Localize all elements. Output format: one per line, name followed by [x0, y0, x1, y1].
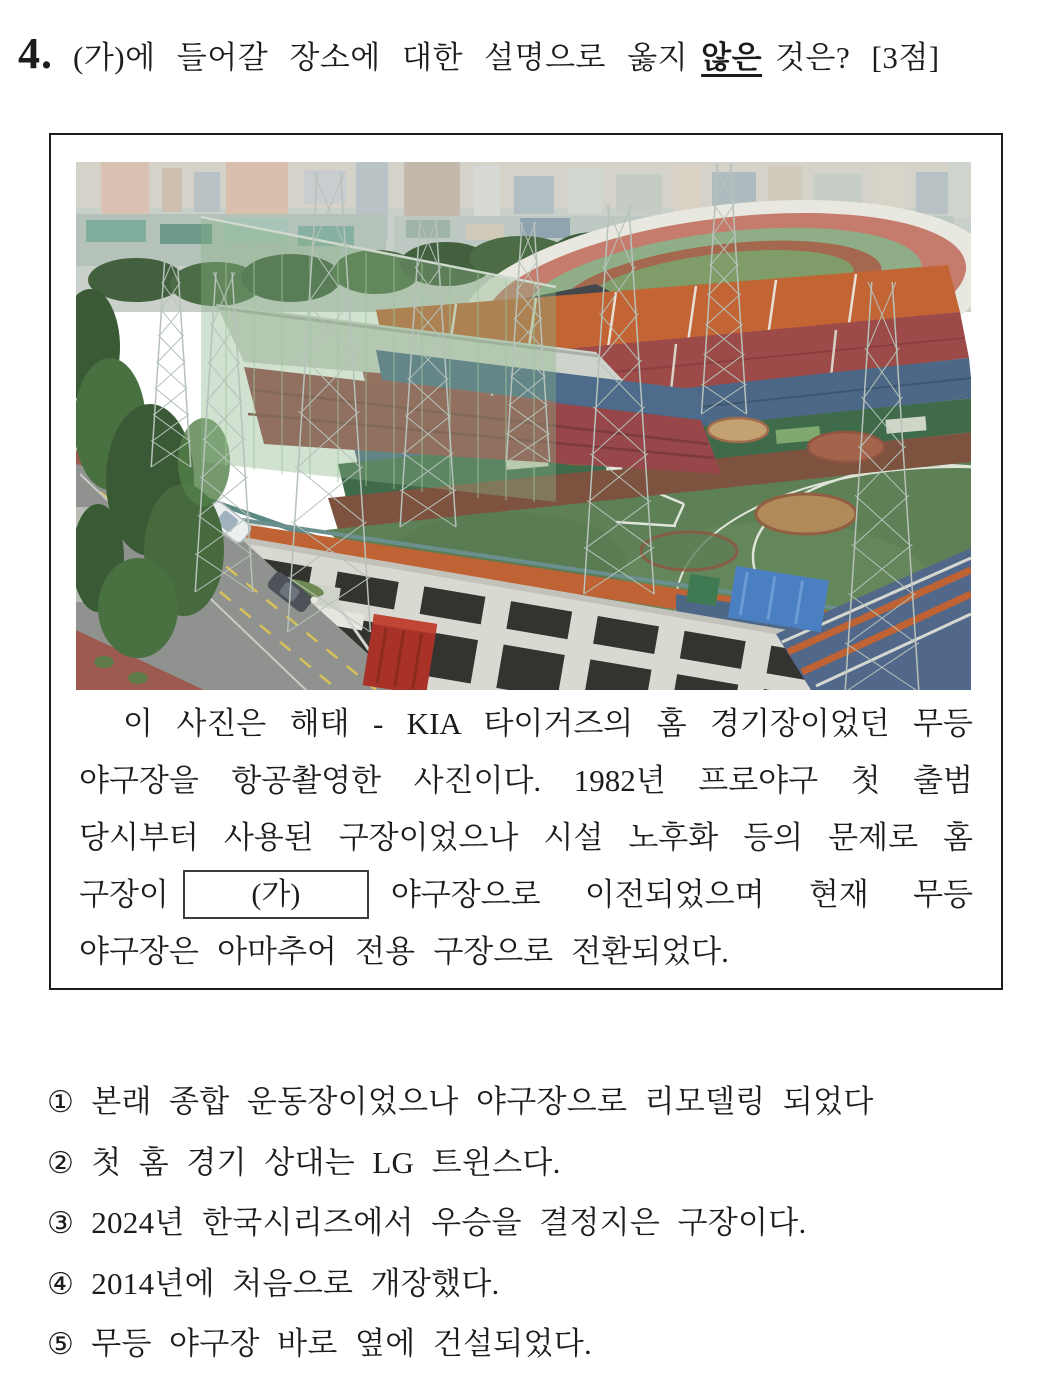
red-container	[363, 614, 437, 690]
choice-2[interactable]	[47, 1133, 1042, 1194]
passage-line-3: 당시부터 사용된 구장이었으나 시설 노후화 등의 문제로 홈	[79, 820, 973, 855]
passage-text	[79, 695, 973, 980]
question-prefix: (가)에 들어갈 장소에 대한 설명으로 옳지	[73, 40, 689, 75]
choice-4-marker: ④	[47, 1266, 75, 1302]
passage-line-2: 야구장을 항공촬영한 사진이다. 1982년 프로야구 첫 출범	[79, 763, 973, 798]
question-line	[18, 28, 1033, 79]
passage-line-1: 이 사진은 해태 - KIA 타이거즈의 홈 경기장이었던 무등	[123, 706, 973, 741]
choice-1-text: 본래 종합 운동장이었으나 야구장으로 리모델링 되었다	[91, 1084, 874, 1119]
choice-2-marker: ②	[47, 1145, 75, 1181]
choice-5[interactable]	[47, 1314, 1042, 1375]
choice-1-marker: ①	[47, 1085, 75, 1120]
passage-box	[49, 133, 1003, 990]
choice-4[interactable]	[47, 1254, 1042, 1315]
choice-3[interactable]	[47, 1193, 1042, 1254]
choice-4-text: 2014년에 처음으로 개장했다.	[91, 1265, 500, 1301]
question-text	[73, 32, 940, 77]
blank-gah-box	[183, 870, 369, 919]
passage-line-4-after: 야구장으로 이전되었으며 현재 무등	[390, 877, 973, 912]
question-number: 4.	[18, 29, 53, 78]
choice-5-marker: ⑤	[47, 1327, 75, 1362]
blank-gah-label: (가)	[251, 878, 301, 911]
choice-5-text: 무등 야구장 바로 옆에 건설되었다.	[91, 1326, 593, 1361]
passage-line-5: 야구장은 아마추어 전용 구장으로 전환되었다.	[79, 934, 729, 969]
passage-line-4	[79, 866, 973, 923]
question-emphasis: 않은	[701, 40, 763, 75]
stadium-aerial-photo	[76, 162, 971, 690]
stadium-photo-svg	[76, 162, 971, 690]
choice-2-text: 첫 홈 경기 상대는 LG 트윈스다.	[91, 1144, 561, 1180]
choice-1[interactable]	[47, 1072, 1042, 1133]
question-suffix: 것은? [3점]	[775, 40, 940, 75]
choice-3-text: 2024년 한국시리즈에서 우승을 결정지은 구장이다.	[91, 1205, 807, 1240]
passage-line-4-before: 구장이	[79, 877, 169, 912]
choice-3-marker: ③	[47, 1206, 75, 1241]
answer-choices	[47, 1072, 1042, 1375]
